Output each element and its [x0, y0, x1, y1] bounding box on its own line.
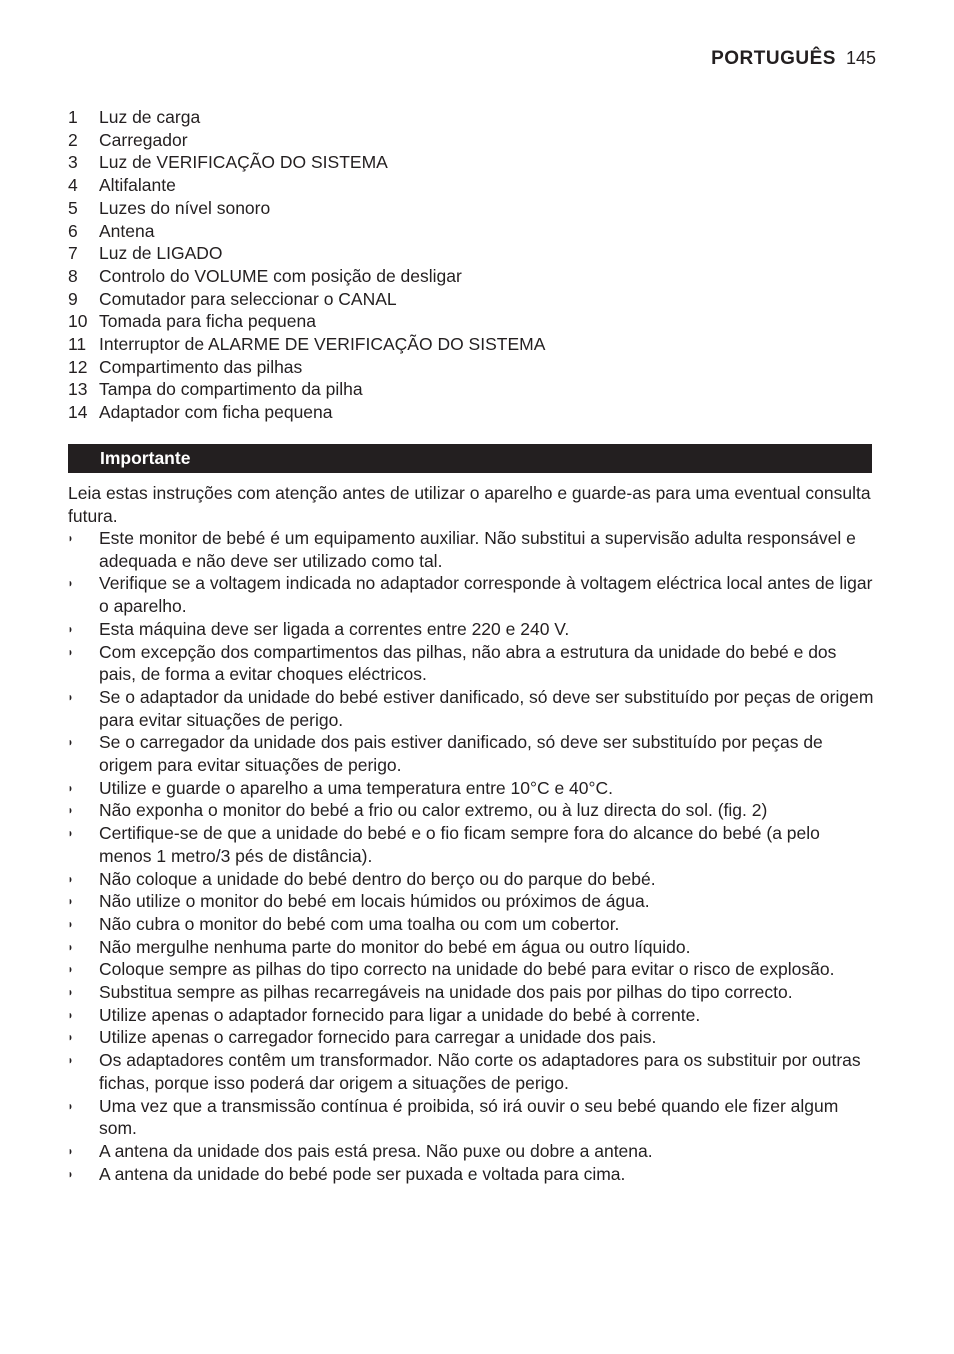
language-label: PORTUGUÊS	[711, 48, 836, 69]
bullet-item	[68, 777, 874, 800]
bullet-item	[68, 913, 874, 936]
section-header-bar	[68, 444, 872, 473]
bullet-text: Se o carregador da unidade dos pais estiver danificado, só deve ser substituído por peças de origem para evitar situações de perigo.	[99, 732, 823, 776]
bullet-marker-icon: ◗	[68, 1030, 74, 1045]
bullet-item	[68, 1140, 874, 1163]
bullet-item	[68, 1095, 874, 1140]
part-label: Altifalante	[99, 175, 176, 196]
part-number: 2	[68, 129, 78, 150]
part-number: 4	[68, 175, 78, 196]
bullet-item	[68, 731, 874, 776]
part-label: Carregador	[99, 129, 188, 150]
bullet-item	[68, 618, 874, 641]
part-number: 10	[68, 311, 88, 332]
parts-list-item	[68, 129, 878, 152]
bullet-marker-icon: ◗	[68, 803, 74, 818]
parts-list-item	[68, 242, 878, 265]
bullet-marker-icon: ◗	[68, 1053, 74, 1068]
part-number: 11	[68, 334, 87, 355]
bullet-item	[68, 572, 874, 617]
bullet-item	[68, 641, 874, 686]
page-header	[600, 48, 876, 70]
bullet-item	[68, 890, 874, 913]
bullet-marker-icon: ◗	[68, 826, 74, 841]
part-label: Tomada para ficha pequena	[99, 311, 316, 332]
bullet-text: Certifique-se de que a unidade do bebé e o fio ficam sempre fora do alcance do bebé (a pelo menos 1 metro/3 pés de distância).	[99, 823, 820, 866]
parts-list-item	[68, 401, 878, 424]
bullet-item	[68, 686, 874, 731]
bullet-marker-icon: ◗	[68, 644, 74, 659]
bullet-marker-icon: ◗	[68, 1143, 74, 1158]
bullet-text: Não cubra o monitor do bebé com uma toalha ou com um cobertor.	[99, 913, 620, 934]
bullet-item	[68, 1049, 874, 1094]
bullet-item	[68, 1004, 874, 1027]
parts-list-item	[68, 356, 878, 379]
bullet-item	[68, 981, 874, 1004]
part-label: Luz de VERIFICAÇÃO DO SISTEMA	[99, 152, 388, 173]
bullet-text: Utilize apenas o carregador fornecido para carregar a unidade dos pais.	[99, 1027, 657, 1048]
bullet-marker-icon: ◗	[68, 916, 74, 931]
page-number: 145	[845, 48, 876, 68]
part-number: 9	[68, 288, 78, 309]
bullet-item	[68, 799, 874, 822]
section-title: Importante	[100, 448, 191, 468]
bullet-marker-icon: ◗	[68, 894, 74, 909]
bullet-marker-icon: ◗	[68, 735, 74, 750]
parts-list-item	[68, 265, 878, 288]
bullet-marker-icon: ◗	[68, 689, 74, 704]
part-number: 3	[68, 152, 78, 173]
bullet-text: Uma vez que a transmissão contínua é proibida, só irá ouvir o seu bebé quando ele fizer algum som.	[99, 1095, 839, 1139]
bullet-text: Não utilize o monitor do bebé em locais húmidos ou próximos de água.	[99, 891, 650, 912]
bullet-text: Não exponha o monitor do bebé a frio ou calor extremo, ou à luz directa do sol. (fig. 2)	[99, 800, 768, 821]
bullet-marker-icon: ◗	[68, 1098, 74, 1113]
part-number: 14	[68, 402, 88, 423]
part-number: 5	[68, 197, 78, 218]
bullet-marker-icon: ◗	[68, 939, 74, 954]
part-number: 13	[68, 379, 88, 400]
part-number: 6	[68, 220, 78, 241]
bullet-marker-icon: ◗	[68, 576, 74, 591]
parts-list	[68, 106, 878, 424]
part-number: 1	[68, 107, 78, 127]
bullet-marker-icon: ◗	[68, 871, 74, 886]
bullet-item	[68, 822, 874, 867]
bullet-item	[68, 958, 874, 981]
part-label: Adaptador com ficha pequena	[99, 402, 333, 423]
bullet-text: Não mergulhe nenhuma parte do monitor do bebé em água ou outro líquido.	[99, 936, 691, 957]
bullet-item	[68, 1163, 874, 1186]
part-label: Luz de LIGADO	[99, 243, 223, 264]
bullet-text: Utilize apenas o adaptador fornecido para ligar a unidade do bebé à corrente.	[99, 1004, 701, 1025]
safety-bullet-list	[68, 527, 874, 1185]
part-label: Controlo do VOLUME com posição de desligar	[99, 265, 462, 286]
bullet-text: Os adaptadores contêm um transformador. Não corte os adaptadores para os substituir por outras fichas, porque isso poderá dar origem a situações de perigo.	[99, 1050, 861, 1093]
bullet-text: Substitua sempre as pilhas recarregáveis na unidade dos pais por pilhas do tipo correcto.	[99, 982, 793, 1003]
bullet-text: Não coloque a unidade do bebé dentro do berço ou do parque do bebé.	[99, 868, 656, 889]
bullet-text: Este monitor de bebé é um equipamento auxiliar. Não substitui a supervisão adulta responsável e adequada e não deve ser utilizado como tal.	[99, 528, 856, 571]
bullet-item	[68, 1026, 874, 1049]
part-label: Antena	[99, 220, 155, 241]
bullet-marker-icon: ◗	[68, 962, 74, 977]
part-label: Tampa do compartimento da pilha	[99, 379, 363, 400]
bullet-marker-icon: ◗	[68, 1007, 74, 1022]
bullet-text: A antena da unidade do bebé pode ser puxada e voltada para cima.	[99, 1163, 626, 1184]
parts-list-item	[68, 310, 878, 333]
bullet-text: Se o adaptador da unidade do bebé estiver danificado, só deve ser substituído por peças de origem para evitar situações de perigo.	[99, 686, 874, 730]
bullet-item	[68, 868, 874, 891]
part-label: Compartimento das pilhas	[99, 356, 303, 377]
bullet-text: A antena da unidade dos pais está presa. Não puxe ou dobre a antena.	[99, 1140, 653, 1161]
bullet-marker-icon: ◗	[68, 985, 74, 1000]
bullet-text: Coloque sempre as pilhas do tipo correcto na unidade do bebé para evitar o risco de explosão.	[99, 959, 835, 980]
parts-list-item	[68, 151, 878, 174]
parts-list-item	[68, 106, 878, 129]
part-label: Luz de carga	[99, 107, 201, 127]
part-label: Comutador para seleccionar o CANAL	[99, 288, 397, 309]
intro-paragraph: Leia estas instruções com atenção antes de utilizar o aparelho e guarde-as para uma eventual consulta futura.	[68, 483, 871, 526]
bullet-item	[68, 936, 874, 959]
bullet-marker-icon: ◗	[68, 531, 74, 545]
bullet-marker-icon: ◗	[68, 621, 74, 636]
parts-list-item	[68, 220, 878, 243]
bullet-marker-icon: ◗	[68, 1166, 74, 1181]
parts-list-item	[68, 288, 878, 311]
parts-list-item	[68, 333, 878, 356]
part-label: Interruptor de ALARME DE VERIFICAÇÃO DO SISTEMA	[99, 334, 546, 355]
part-number: 12	[68, 356, 88, 377]
bullet-text: Esta máquina deve ser ligada a correntes entre 220 e 240 V.	[99, 618, 570, 639]
part-label: Luzes do nível sonoro	[99, 197, 271, 218]
bullet-text: Verifique se a voltagem indicada no adaptador corresponde à voltagem eléctrica local antes de ligar o aparelho.	[99, 573, 873, 617]
parts-list-item	[68, 197, 878, 220]
parts-list-item	[68, 378, 878, 401]
parts-list-item	[68, 174, 878, 197]
bullet-marker-icon: ◗	[68, 780, 74, 795]
part-number: 8	[68, 265, 78, 286]
bullet-text: Com excepção dos compartimentos das pilhas, não abra a estrutura da unidade do bebé e dos pais, de forma a evitar choques eléctricos.	[99, 641, 837, 685]
part-number: 7	[68, 243, 78, 264]
bullet-item	[68, 527, 874, 572]
bullet-text: Utilize e guarde o aparelho a uma temperatura entre 10°C e 40°C.	[99, 777, 614, 798]
